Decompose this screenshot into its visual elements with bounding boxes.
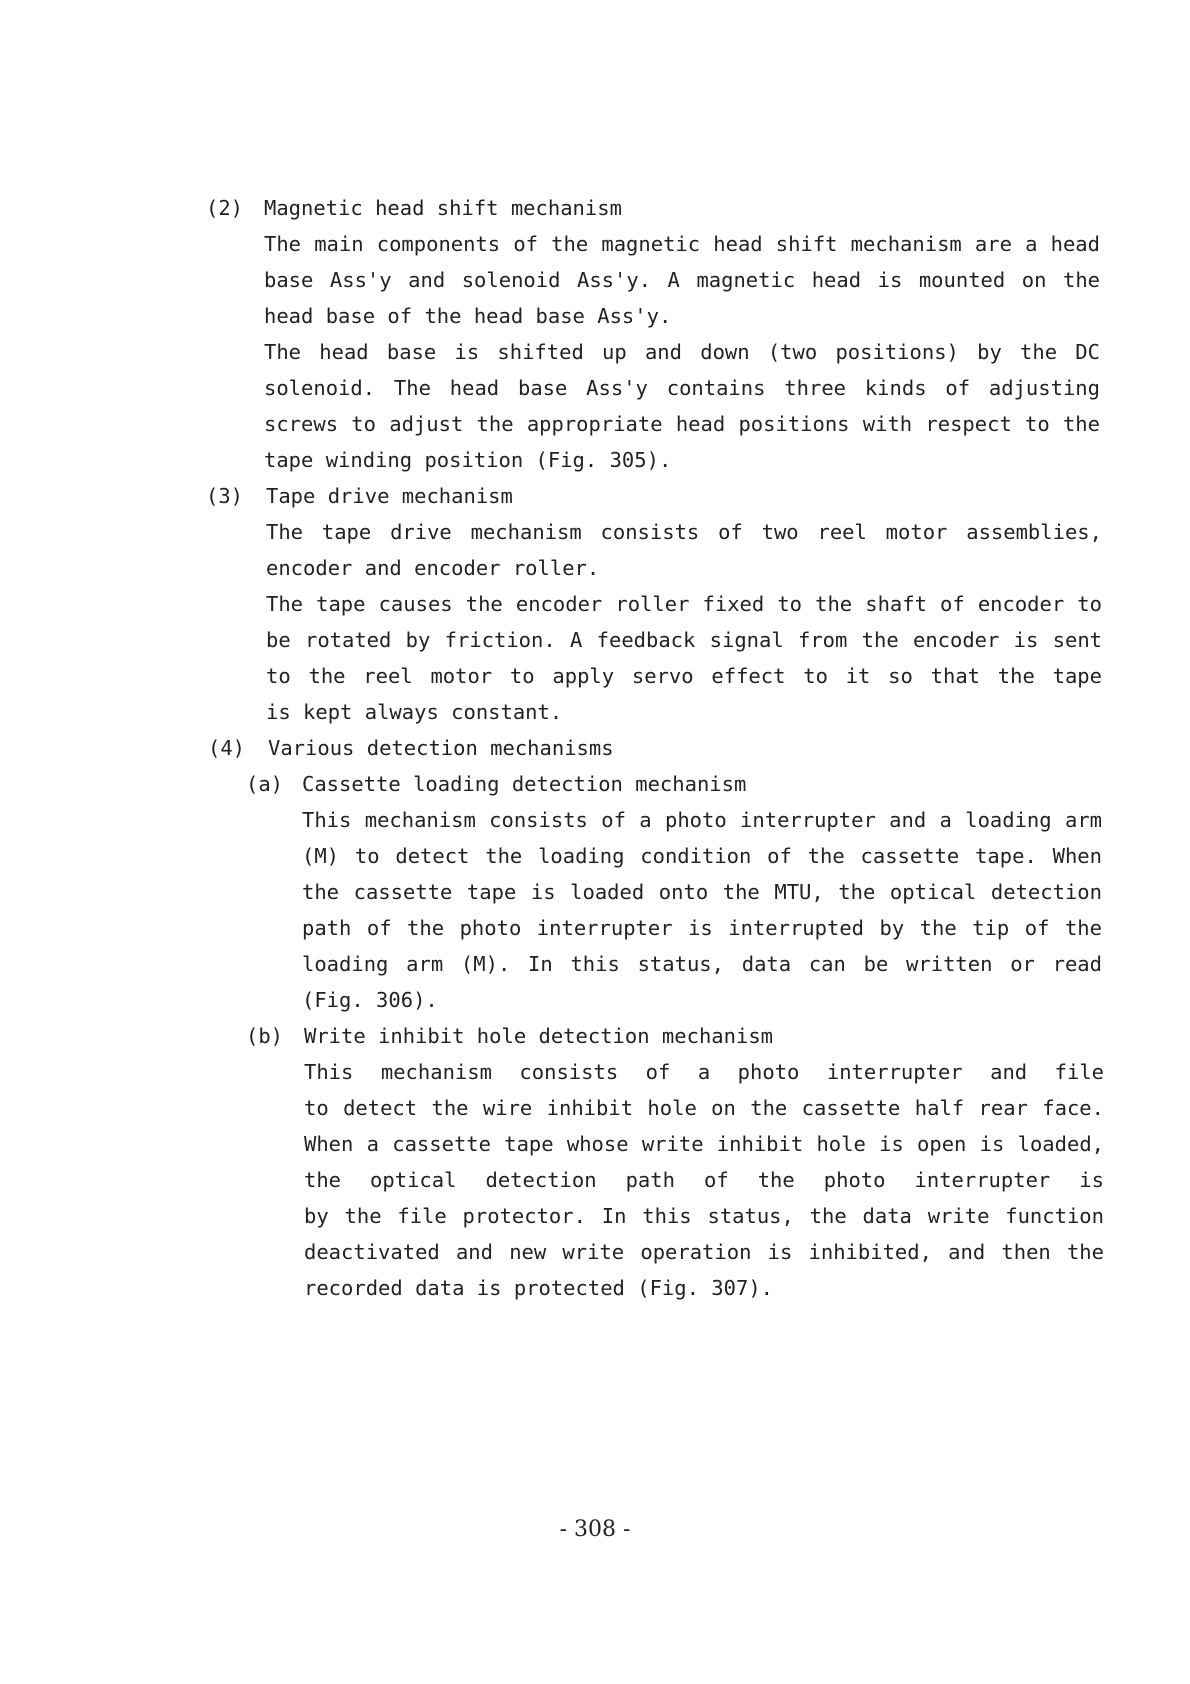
paragraph-line: be rotated by friction. A feedback signal from the encoder is sent (266, 628, 1102, 652)
paragraph-line: screws to adjust the appropriate head positions with respect to the (264, 412, 1100, 436)
paragraph-line: to detect the wire inhibit hole on the cassette half rear face. (304, 1096, 1104, 1120)
section-number: (4) (208, 736, 246, 760)
paragraph-line: base Ass'y and solenoid Ass'y. A magnetic head is mounted on the (264, 268, 1100, 292)
paragraph-line: This mechanism consists of a photo interrupter and file (304, 1060, 1104, 1084)
paragraph-line: by the file protector. In this status, the data write function (304, 1204, 1104, 1228)
subsection-letter: (b) (246, 1024, 284, 1048)
paragraph-line: When a cassette tape whose write inhibit hole is open is loaded, (304, 1132, 1104, 1156)
paragraph-line: The head base is shifted up and down (two positions) by the DC (264, 340, 1100, 364)
paragraph-line: The tape drive mechanism consists of two reel motor assemblies, (266, 520, 1102, 544)
paragraph-line: solenoid. The head base Ass'y contains three kinds of adjusting (264, 376, 1100, 400)
page-number: - 308 - (559, 1517, 631, 1542)
paragraph-line: the optical detection path of the photo interrupter is (304, 1168, 1104, 1192)
section-number: (2) (206, 196, 244, 220)
paragraph-line: to the reel motor to apply servo effect to it so that the tape (266, 664, 1102, 688)
paragraph-line: the cassette tape is loaded onto the MTU, the optical detection (302, 880, 1102, 904)
paragraph-line: The tape causes the encoder roller fixed to the shaft of encoder to (266, 592, 1102, 616)
section-heading: Magnetic head shift mechanism (264, 196, 622, 220)
paragraph-line: is kept always constant. (266, 700, 563, 724)
section-heading: Tape drive mechanism (266, 484, 513, 508)
paragraph-line: head base of the head base Ass'y. (264, 304, 672, 328)
subsection-heading: Write inhibit hole detection mechanism (304, 1024, 773, 1048)
paragraph-line: deactivated and new write operation is inhibited, and then the (304, 1240, 1104, 1264)
paragraph-line: loading arm (M). In this status, data can be written or read (302, 952, 1102, 976)
paragraph-line: encoder and encoder roller. (266, 556, 600, 580)
section-heading: Various detection mechanisms (268, 736, 614, 760)
subsection-heading: Cassette loading detection mechanism (302, 772, 747, 796)
paragraph-line: path of the photo interrupter is interrupted by the tip of the (302, 916, 1102, 940)
paragraph-line: This mechanism consists of a photo interrupter and a loading arm (302, 808, 1102, 832)
paragraph-line: (M) to detect the loading condition of the cassette tape. When (302, 844, 1102, 868)
paragraph-line: recorded data is protected (Fig. 307). (304, 1276, 773, 1300)
paragraph-line: (Fig. 306). (302, 988, 438, 1012)
subsection-letter: (a) (246, 772, 284, 796)
paragraph-line: tape winding position (Fig. 305). (264, 448, 672, 472)
paragraph-line: The main components of the magnetic head shift mechanism are a head (264, 232, 1100, 256)
section-number: (3) (206, 484, 244, 508)
